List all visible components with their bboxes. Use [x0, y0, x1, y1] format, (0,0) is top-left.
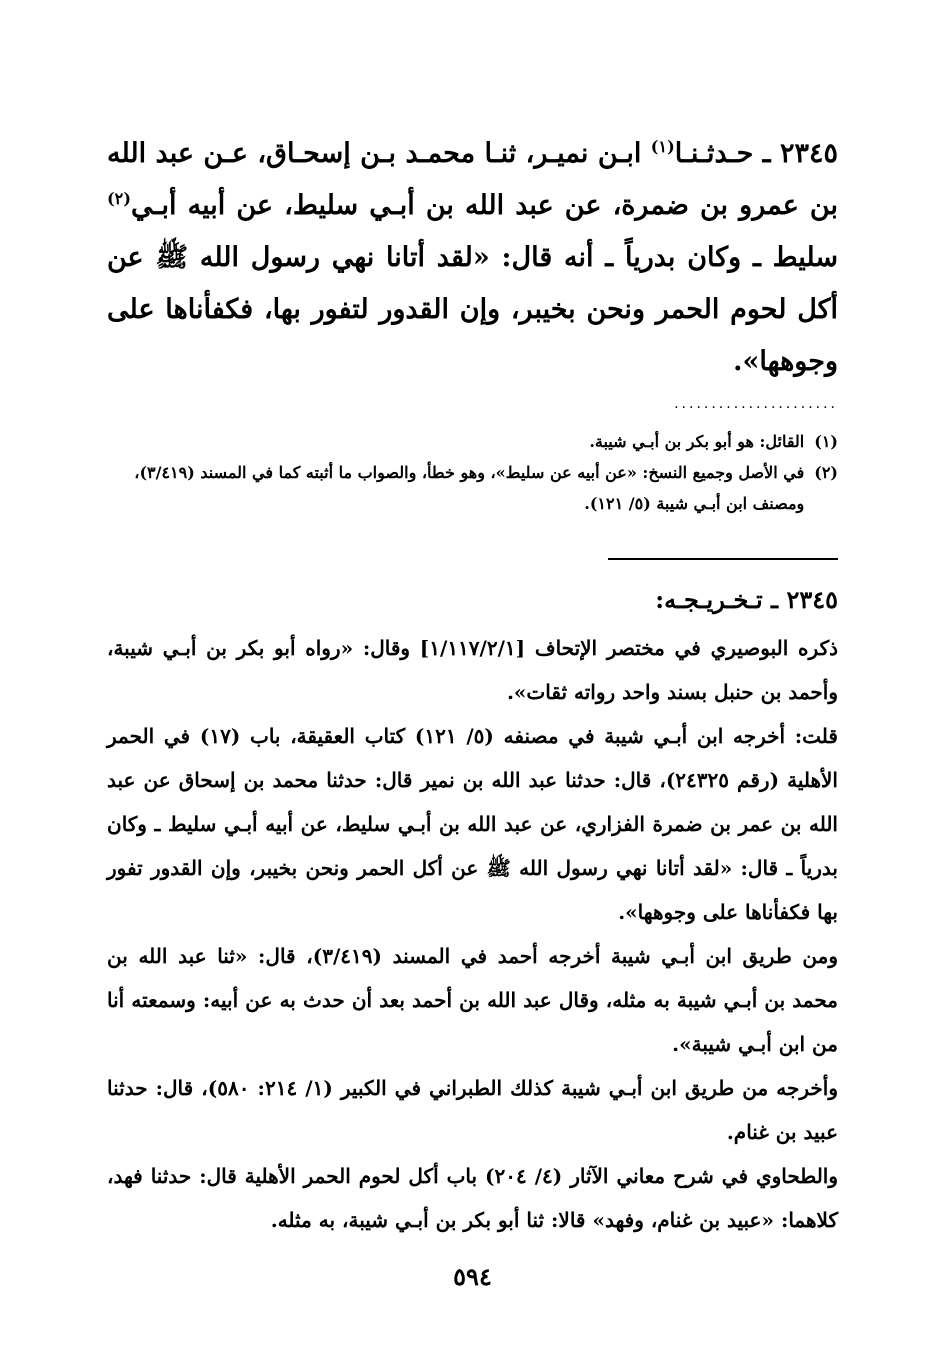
footnote-number: (١): [814, 432, 838, 451]
footnote-1: [107, 426, 838, 457]
section-separator-line: [608, 558, 838, 560]
page-number: ٥٩٤: [453, 1262, 492, 1291]
takhrij-body: [107, 626, 838, 1242]
hadith-part-2: ابـن نميـر، ثنـا محمـد بـن إسحـاق، عـن عبد الله بن عمرو بن ضمرة، عن عبد الله بن أبـي سليط، عن أبيه أبـي: [107, 138, 838, 221]
takhrij-paragraph: ذكره البوصيري في مختصر الإتحاف [١/١١٧/٢/١] وقال: «رواه أبو بكر بن أبـي شيبة، وأحمد بن حنبل بسند واحد رواته ثقات».: [107, 636, 838, 704]
takhrij-paragraph: قلت: أخرجه ابن أبـي شيبة في مصنفه (٥/ ١٢١) كتاب العقيقة، باب (١٧) في الحمر الأهلية (رقم ٢٤٣٢٥)، قال: حدثنا عبد الله بن نمير قال: حدثنا محمد بن إسحاق عن عبد الله بن عمر بن ضمرة الفزاري، عن عبد الله بن أبـي سليط، عن أبيه أبـي سليط ـ وكان بدرياً ـ قال: «لقد أتانا نهي رسول الله ﷺ عن أكل الحمر ونحن بخيبر، وإن القدور تفور بها فكفأناها على وجوهها».: [107, 724, 838, 924]
takhrij-paragraph: والطحاوي في شرح معاني الآثار (٤/ ٢٠٤) باب أكل لحوم الحمر الأهلية قال: حدثنا فهد، كلاهما: «عبيد بن غنام، وفهد» قالا: ثنا أبو بكر بن أبـي شيبة، به مثله.: [107, 1164, 838, 1232]
footnote-ref-2: (٢): [107, 189, 132, 208]
footnotes: [107, 426, 838, 519]
hadith-dash: ـ: [753, 138, 780, 169]
footnote-ref-1: (١): [650, 137, 675, 156]
footnote-separator-dots: ......................: [674, 396, 838, 412]
footnote-2: [107, 457, 838, 519]
footnote-text: في الأصل وجميع النسخ: «عن أبيه عن سليط»، وهو خطأ، والصواب ما أثبته كما في المسند (٣/٤١٩)، ومصنف ابن أبـي شيبة (٥/ ١٢١).: [134, 463, 805, 513]
hadith-text: [107, 128, 838, 388]
hadith-part-3: سليط ـ وكان بدرياً ـ أنه قال: «لقد أتانا نهي رسول الله ﷺ عن أكل لحوم الحمر ونحن بخيبر، وإن القدور لتفور بها، فكفأناها على وجوهها».: [107, 242, 838, 377]
takhrij-heading: ٢٣٤٥ ـ تـخـريـجـه:: [655, 585, 838, 614]
takhrij-paragraph: ومن طريق ابن أبـي شيبة أخرجه أحمد في المسند (٣/٤١٩)، قال: «ثنا عبد الله بن محمد بن أبـي شيبة به مثله، وقال عبد الله بن أحمد بعد أن حدث به عن أبيه: وسمعته أنا من ابن أبـي شيبة».: [107, 944, 838, 1056]
takhrij-paragraph: وأخرجه من طريق ابن أبـي شيبة كذلك الطبراني في الكبير (١/ ٢١٤: ٥٨٠)، قال: حدثنا عبيد بن غنام.: [107, 1076, 839, 1144]
footnote-number: (٢): [814, 463, 838, 482]
hadith-part-1: حـدثـنـا: [674, 138, 754, 169]
hadith-number: ٢٣٤٥: [779, 138, 838, 169]
footnote-text: القائل: هو أبو بكر بن أبـي شيبة.: [589, 432, 805, 451]
